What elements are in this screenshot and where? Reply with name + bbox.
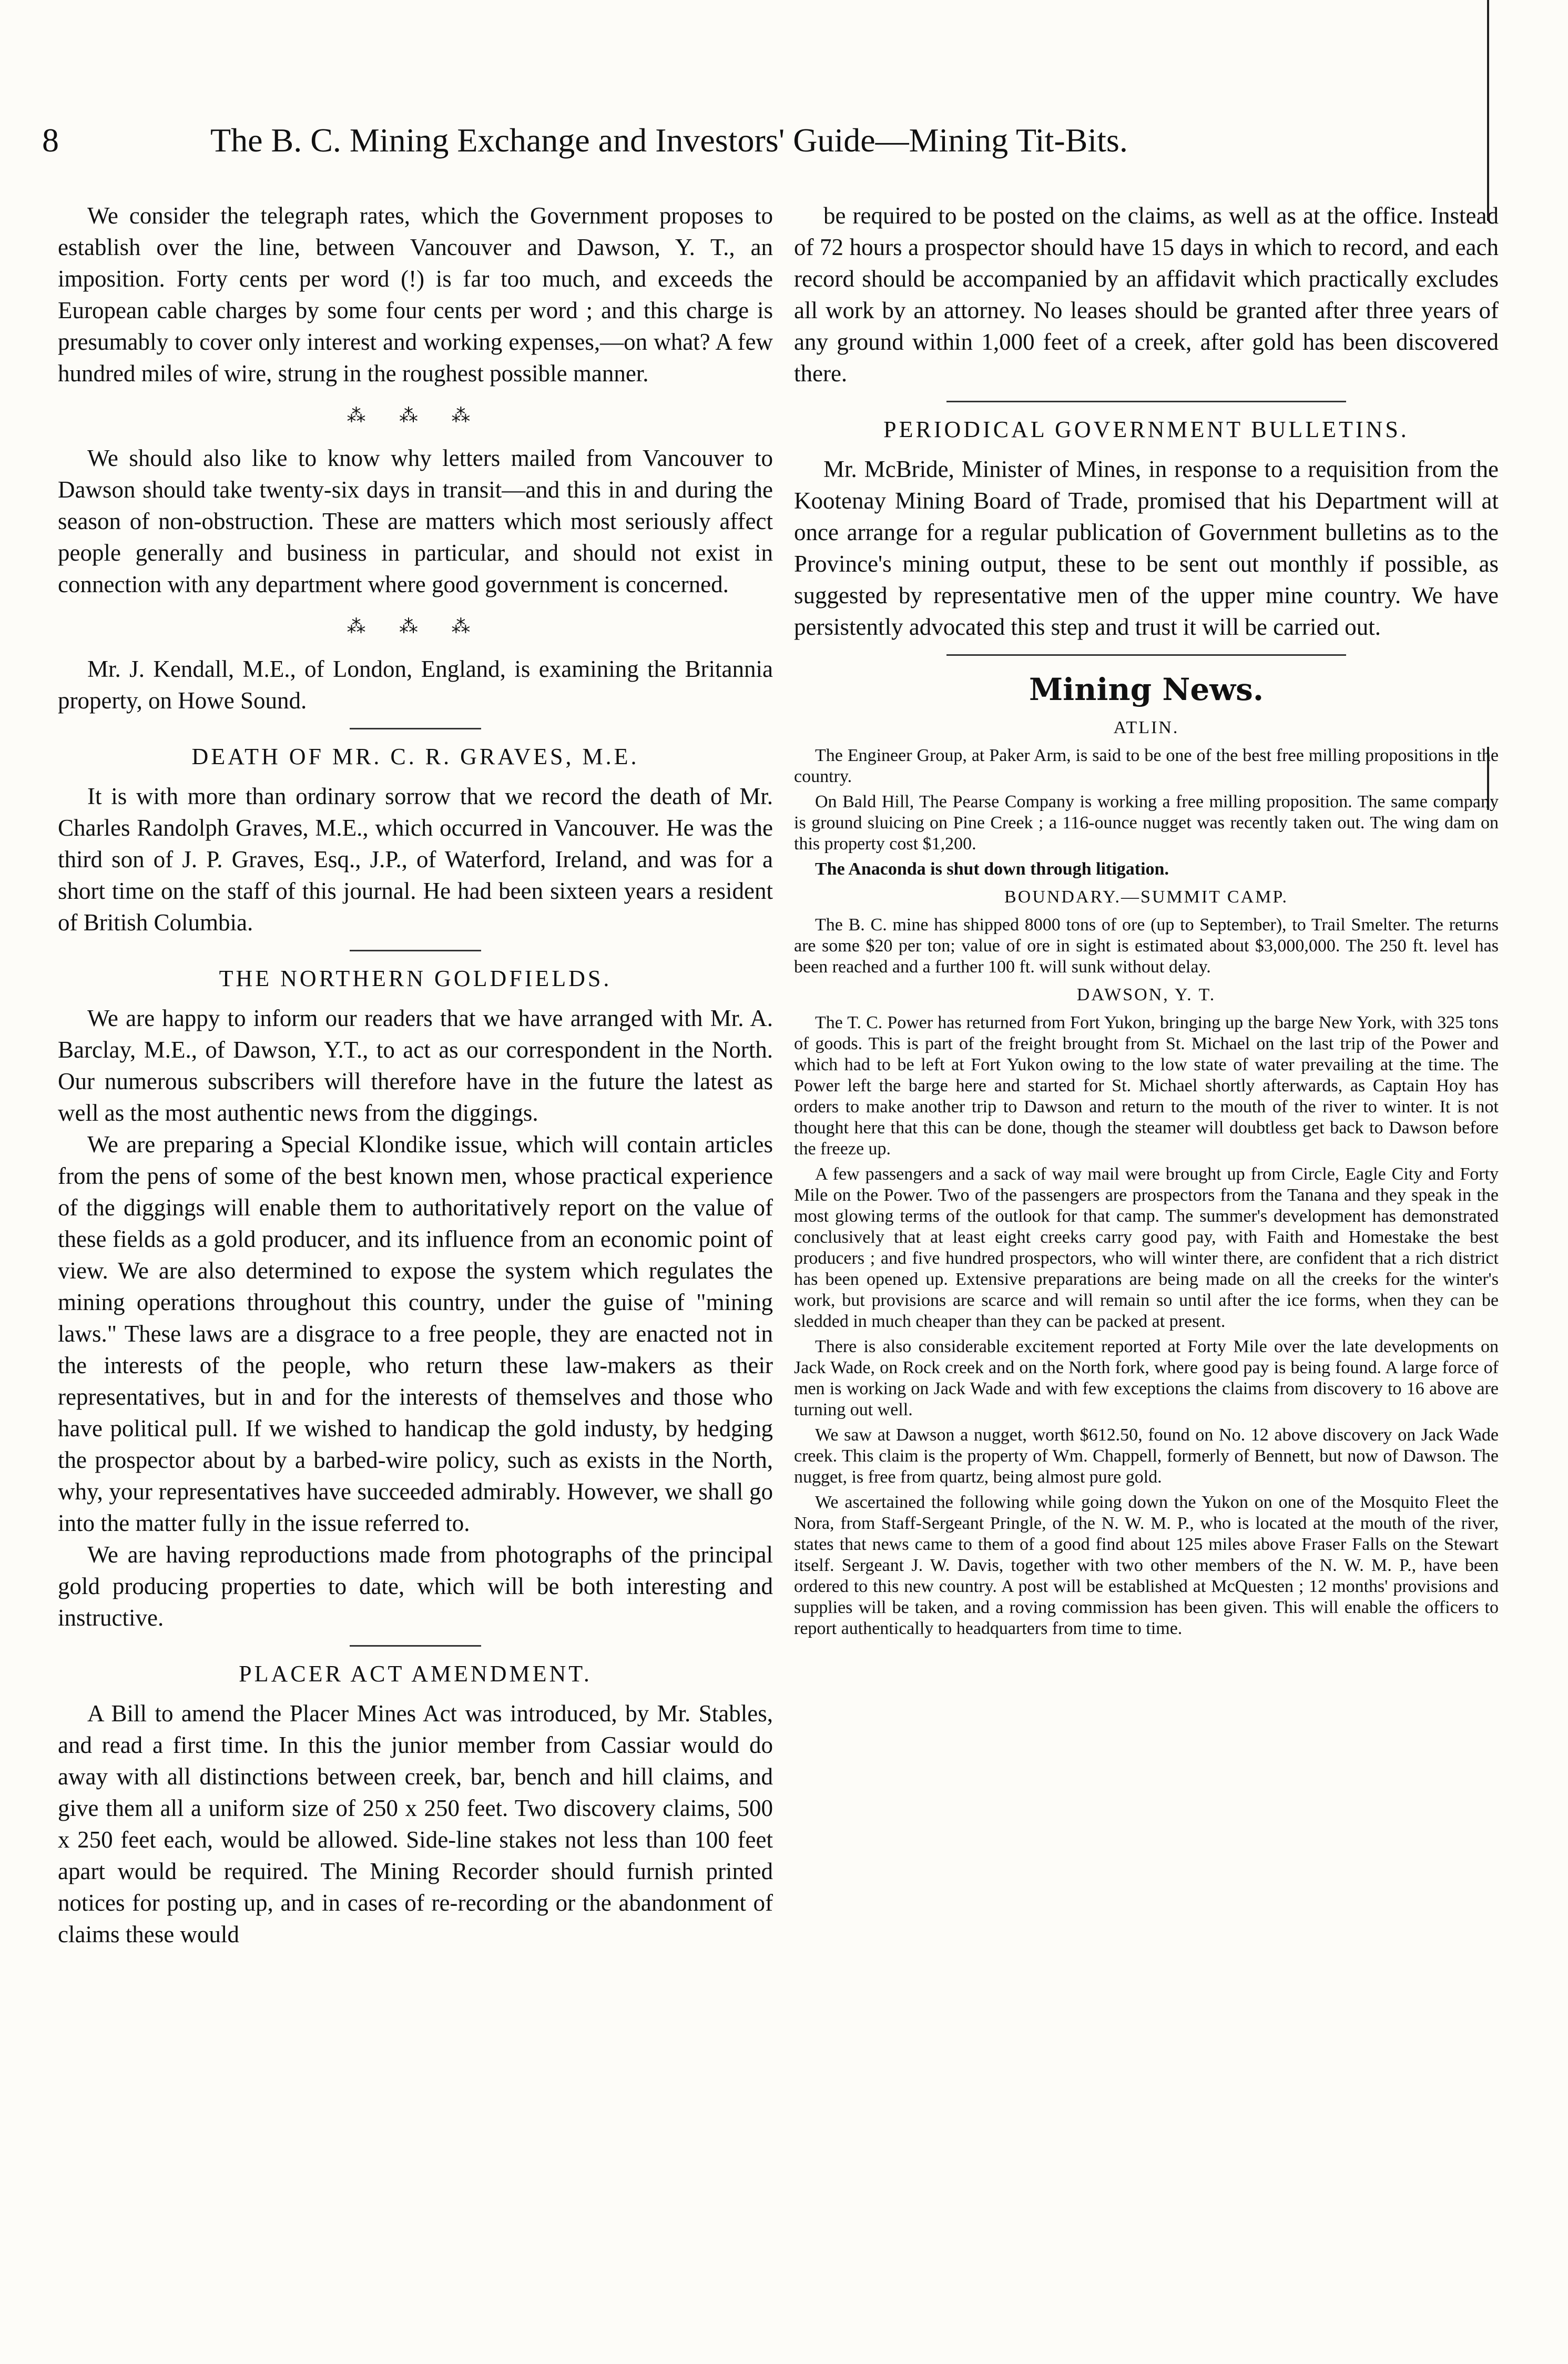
news-dawson-3: There is also considerable excitement reported at Forty Mile over the late developments on Jack Wade, on Rock creek and on the North fork, where good pay is being found. A large force of men is working on Jack Wade and with few exceptions the claims from discovery to 16 above are turning out well. xyxy=(794,1337,1499,1419)
paragraph-bulletins: Mr. McBride, Minister of Mines, in response to a requisition from the Kootenay Mining Board of Trade, promised that his Department will at once arrange for a regular publication of Government bulletins as to the Province's mining output, these to be sent out monthly if possible, as suggested by representative men of the upper mine country. We have persistently advocated this step and trust it will be carried out. xyxy=(794,456,1499,640)
paragraph-mail: We should also like to know why letters mailed from Vancouver to Dawson should take twenty-six days in transit—and this in and during the season of non-obstruction. These are matters which most seriously affect people generally and business in particular, and should not exist in connection with any department where good government is concerned. xyxy=(58,445,773,597)
paragraph-placer-continued: be required to be posted on the claims, as well as at the office. Instead of 72 hours a prospector should have 15 days in which to record, and each record should be accompanied by an affidavit which practically excludes all work by an attorney. No leases should be granted after three years of any ground within 1,000 feet of a creek, after gold has been discovered there. xyxy=(794,202,1499,387)
heading-government-bulletins: PERIODICAL GOVERNMENT BULLETINS. xyxy=(883,417,1409,442)
section-ornament: ⁂ ⁂ ⁂ xyxy=(347,405,484,427)
subheading-atlin: ATLIN. xyxy=(1113,718,1179,737)
news-boundary-1: The B. C. mine has shipped 8000 tons of ore (up to September), to Trail Smelter. The returns are some $20 per ton; value of ore in sight is estimated about $3,000,000. The 250 ft. level has been reached and a further 100 ft. will sunk without delay. xyxy=(794,915,1499,977)
subheading-boundary: BOUNDARY.—SUMMIT CAMP. xyxy=(1004,887,1288,907)
section-divider xyxy=(946,401,1346,402)
left-column xyxy=(58,200,773,1950)
page-title: The B. C. Mining Exchange and Investors' Guide—Mining Tit-Bits. xyxy=(210,121,1128,159)
news-atlin-1: The Engineer Group, at Paker Arm, is said to be one of the best free milling propositions in the country. xyxy=(794,746,1499,786)
news-dawson-4: We saw at Dawson a nugget, worth $612.50, found on No. 12 above discovery on Jack Wade creek. This claim is the property of Wm. Chappell, formerly of Bennett, but now of Dawson. The nugget, is free from quartz, being almost pure gold. xyxy=(794,1425,1499,1487)
news-dawson-2: A few passengers and a sack of way mail were brought up from Circle, Eagle City and Forty Mile on the Power. Two of the passengers are prospectors from the Tanana and they speak in the most glowing terms of the outlook for that camp. The summer's development has demonstrated conclusively that at least eight creeks carry good pay, with Faith and Homestake the best producers ; and five hundred prospectors, who will winter there, are confident that a rich district has been opened up. Extensive preparations are being made on all the creeks for the winter's work, but provisions are scarce and will remain so until after the ice forms, when they can be sledded in much cheaper than they can be packed at present. xyxy=(794,1164,1499,1331)
heading-northern-goldfields: THE NORTHERN GOLDFIELDS. xyxy=(219,966,612,991)
right-column xyxy=(794,200,1499,1643)
paragraph-kendall: Mr. J. Kendall, M.E., of London, England, is examining the Britannia property, on Howe Sound. xyxy=(58,656,773,714)
paragraph-death-graves: It is with more than ordinary sorrow that we record the death of Mr. Charles Randolph Graves, M.E., which occurred in Vancouver. He was the third son of J. P. Graves, Esq., J.P., of Waterford, Ireland, and was for a short time on the staff of this journal. He had been sixteen years a resident of British Columbia. xyxy=(58,783,773,936)
section-divider xyxy=(350,1645,481,1647)
news-dawson-5: We ascertained the following while going down the Yukon on one of the Mosquito Fleet the Nora, from Staff-Sergeant Pringle, of the N. W. M. P., who is located at the mouth of the river, states that news came to them of a good find about 125 miles above Fraser Falls on the Stewart itself. Sergeant J. W. Davis, together with two other members of the N. W. M. P., have been ordered to this new country. A post will be established at McQuesten ; 12 months' provisions and supplies will be taken, and a roving commission has been given. This will enable the officers to report authentically to headquarters from time to time. xyxy=(794,1493,1499,1638)
paragraph-telegraph: We consider the telegraph rates, which the Government proposes to establish over the line, between Vancouver and Dawson, Y. T., an imposition. Forty cents per word (!) is far too much, and exceeds the European cable charges by some four cents per word ; and this charge is presumably to cover only interest and working expenses,—on what? A few hundred miles of wire, strung in the roughest possible manner. xyxy=(58,202,773,387)
section-divider xyxy=(350,728,481,729)
news-dawson-1: The T. C. Power has returned from Fort Yukon, bringing up the barge New York, with 325 tons of goods. This is part of the freight brought from St. Michael on the last trip of the Power and which had to be left at Fort Yukon owing to the low state of water prevailing at the time. The Power left the barge here and started for St. Michael shortly afterwards, as Captain Hoy has orders to make another trip to Dawson and return to the mouth of the river to winter. It is not thought here that this can be done, though the steamer will doubtless get back to Dawson before the freeze up. xyxy=(794,1013,1499,1159)
news-atlin-2: On Bald Hill, The Pearse Company is working a free milling proposition. The same company is ground sluicing on Pine Creek ; a 116-ounce nugget was recently taken out. The wing dam on this property cost $1,200. xyxy=(794,792,1499,854)
paragraph-northern-3: We are having reproductions made from photographs of the principal gold producing properties to date, which will be both interesting and instructive. xyxy=(58,1541,773,1631)
page-header xyxy=(42,121,1525,184)
page-number: 8 xyxy=(42,121,59,159)
paragraph-northern-2: We are preparing a Special Klondike issue, which will contain articles from the pens of some of the best known men, whose practical experience of the diggings will enable them to authoritatively report on the value of these fields as a gold producer, and its influence from an economic point of view. We are also determined to expose the system which regulates the mining operations throughout this country, under the guise of "mining laws." These laws are a disgrace to a free people, they are enacted not in the interests of the people, who return these law-makers as their representatives, but in and for the interests of themselves and those who have political pull. If we wished to handicap the gold industy, by hedging the prospector about by a barbed-wire policy, such as exists in the North, why, your representatives have succeeded admirably. However, we shall go into the matter fully in the issue referred to. xyxy=(58,1131,773,1536)
heading-placer-act: PLACER ACT AMENDMENT. xyxy=(239,1661,592,1687)
subheading-dawson: DAWSON, Y. T. xyxy=(1076,985,1216,1005)
heading-death-graves: DEATH OF MR. C. R. GRAVES, M.E. xyxy=(191,744,639,769)
paragraph-northern-1: We are happy to inform our readers that we have arranged with Mr. A. Barclay, M.E., of Dawson, Y.T., to act as our correspondent in the North. Our numerous subscribers will therefore have in the future the latest as well as the most authentic news from the diggings. xyxy=(58,1005,773,1126)
news-atlin-3: The Anaconda is shut down through litigation. xyxy=(815,859,1169,879)
section-divider xyxy=(350,950,481,951)
margin-rule xyxy=(1487,0,1489,221)
heading-mining-news: Mining News. xyxy=(1029,672,1264,707)
section-ornament: ⁂ ⁂ ⁂ xyxy=(347,616,484,637)
section-divider xyxy=(946,654,1346,656)
paragraph-placer-act: A Bill to amend the Placer Mines Act was introduced, by Mr. Stables, and read a first time. In this the junior member from Cassiar would do away with all distinctions between creek, bar, bench and hill claims, and give them all a uniform size of 250 x 250 feet. Two discovery claims, 500 x 250 feet each, would be allowed. Side-line stakes not less than 100 feet apart would be required. The Mining Recorder should furnish printed notices for posting up, and in cases of re-recording or the abandonment of claims these would xyxy=(58,1700,773,1947)
